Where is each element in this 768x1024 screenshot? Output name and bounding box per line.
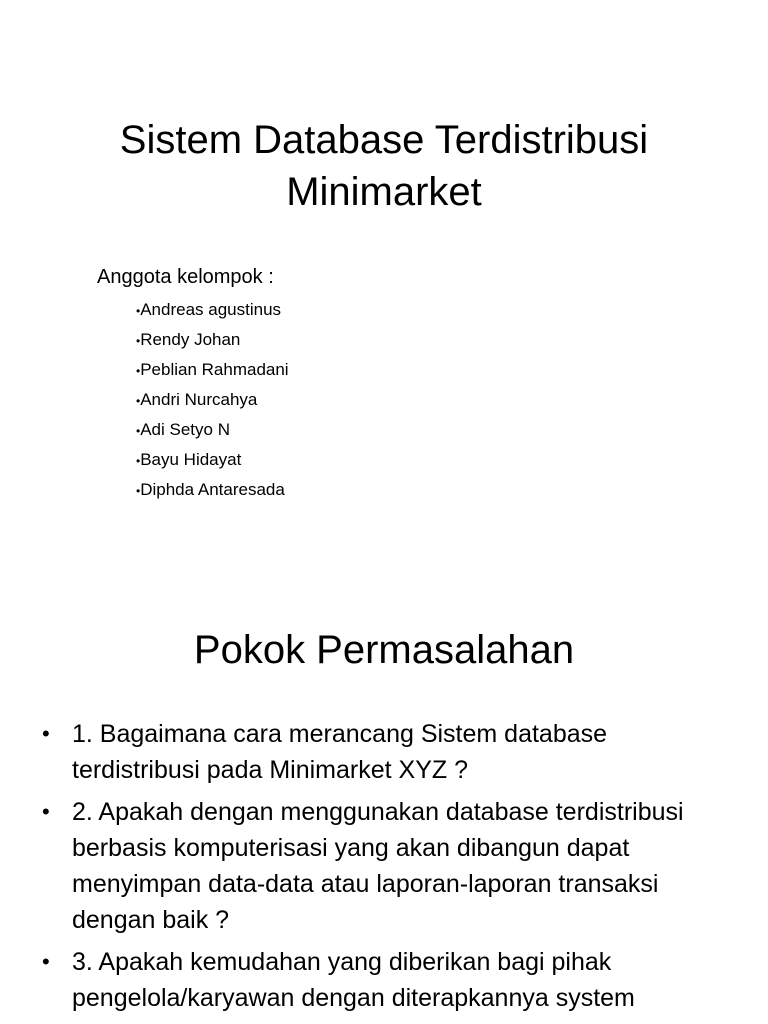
member-item [136, 445, 289, 475]
problem-item [38, 716, 718, 788]
bullet-icon: • [42, 949, 50, 974]
problem-item [38, 944, 718, 1016]
member-name: Andreas agustinus [140, 300, 282, 319]
member-item [136, 385, 289, 415]
member-name: Diphda Antaresada [140, 480, 285, 499]
member-item [136, 355, 289, 385]
member-item [136, 415, 289, 445]
problems-heading: Pokok Permasalahan [193, 628, 575, 672]
member-item [136, 295, 289, 325]
member-name: Rendy Johan [140, 330, 241, 349]
problem-text: 1. Bagaimana cara merancang Sistem database terdistribusi pada Minimarket XYZ ? [72, 720, 608, 784]
member-name: Adi Setyo N [140, 420, 230, 439]
member-item [136, 475, 289, 505]
member-item [136, 325, 289, 355]
problem-item [38, 794, 718, 938]
bullet-icon: • [42, 721, 50, 746]
member-name: Peblian Rahmadani [140, 360, 289, 379]
title-line-1: Sistem Database Terdistribusi [119, 118, 649, 162]
slide-problems [0, 576, 768, 1024]
members-heading: Anggota kelompok : [97, 266, 274, 288]
members-list [136, 295, 289, 505]
member-name: Bayu Hidayat [140, 450, 242, 469]
problems-list [38, 716, 718, 1022]
title-line-2: Minimarket [286, 170, 482, 214]
bullet-icon: • [42, 799, 50, 824]
slide-title-heading [60, 114, 708, 218]
member-name: Andri Nurcahya [140, 390, 258, 409]
problem-text: 2. Apakah dengan menggunakan database terdistribusi berbasis komputerisasi yang akan dibangun dapat menyimpan data-data atau laporan-laporan transaksi dengan baik ? [72, 798, 684, 934]
problem-text: 3. Apakah kemudahan yang diberikan bagi pihak pengelola/karyawan dengan diterapkannya system [72, 948, 635, 1012]
